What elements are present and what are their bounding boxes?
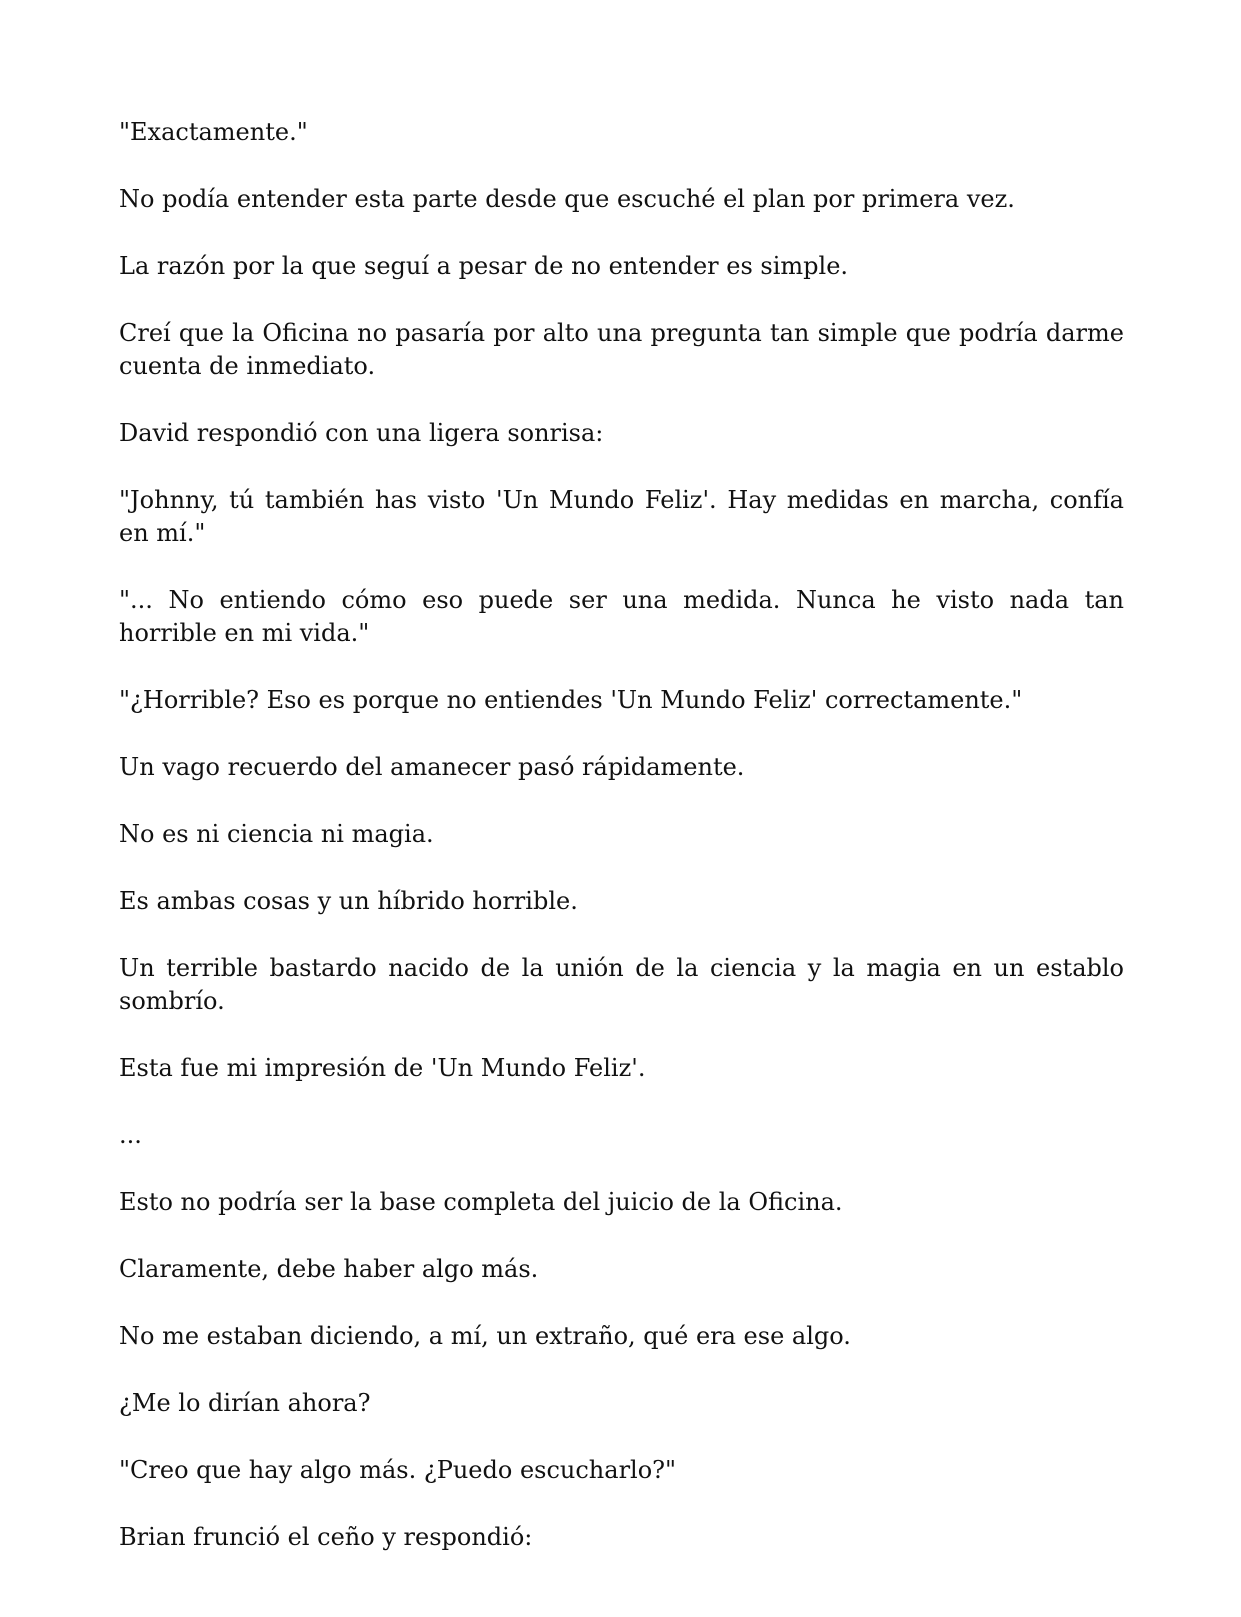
paragraph: Un terrible bastardo nacido de la unión de la ciencia y la magia en un establo sombrío.: [119, 954, 1124, 1015]
paragraph: No es ni ciencia ni magia.: [119, 820, 434, 848]
paragraph: No podía entender esta parte desde que escuché el plan por primera vez.: [119, 185, 1015, 213]
paragraph: Es ambas cosas y un híbrido horrible.: [119, 887, 578, 915]
paragraph: No me estaban diciendo, a mí, un extraño, qué era ese algo.: [119, 1322, 851, 1350]
paragraph: ¿Me lo dirían ahora?: [119, 1389, 371, 1417]
paragraph: "Creo que hay algo más. ¿Puedo escucharlo?": [119, 1456, 677, 1484]
paragraph: Esta fue mi impresión de 'Un Mundo Feliz'.: [119, 1054, 646, 1082]
document-body: [119, 116, 1124, 1588]
paragraph: "... No entiendo cómo eso puede ser una medida. Nunca he visto nada tan horrible en mi vida.": [119, 586, 1124, 647]
paragraph: Esto no podría ser la base completa del juicio de la Oficina.: [119, 1188, 843, 1216]
paragraph: "Exactamente.": [119, 118, 308, 146]
paragraph: Claramente, debe haber algo más.: [119, 1255, 539, 1283]
paragraph: "Johnny, tú también has visto 'Un Mundo Feliz'. Hay medidas en marcha, confía en mí.": [119, 486, 1124, 547]
paragraph: Un vago recuerdo del amanecer pasó rápidamente.: [119, 753, 745, 781]
paragraph: "¿Horrible? Eso es porque no entiendes 'Un Mundo Feliz' correctamente.": [119, 686, 1023, 714]
paragraph: Creí que la Oficina no pasaría por alto una pregunta tan simple que podría darme cuenta de inmediato.: [119, 319, 1124, 380]
paragraph: David respondió con una ligera sonrisa:: [119, 419, 604, 447]
paragraph: ...: [119, 1121, 142, 1149]
paragraph: Brian frunció el ceño y respondió:: [119, 1523, 533, 1551]
paragraph: La razón por la que seguí a pesar de no entender es simple.: [119, 252, 849, 280]
